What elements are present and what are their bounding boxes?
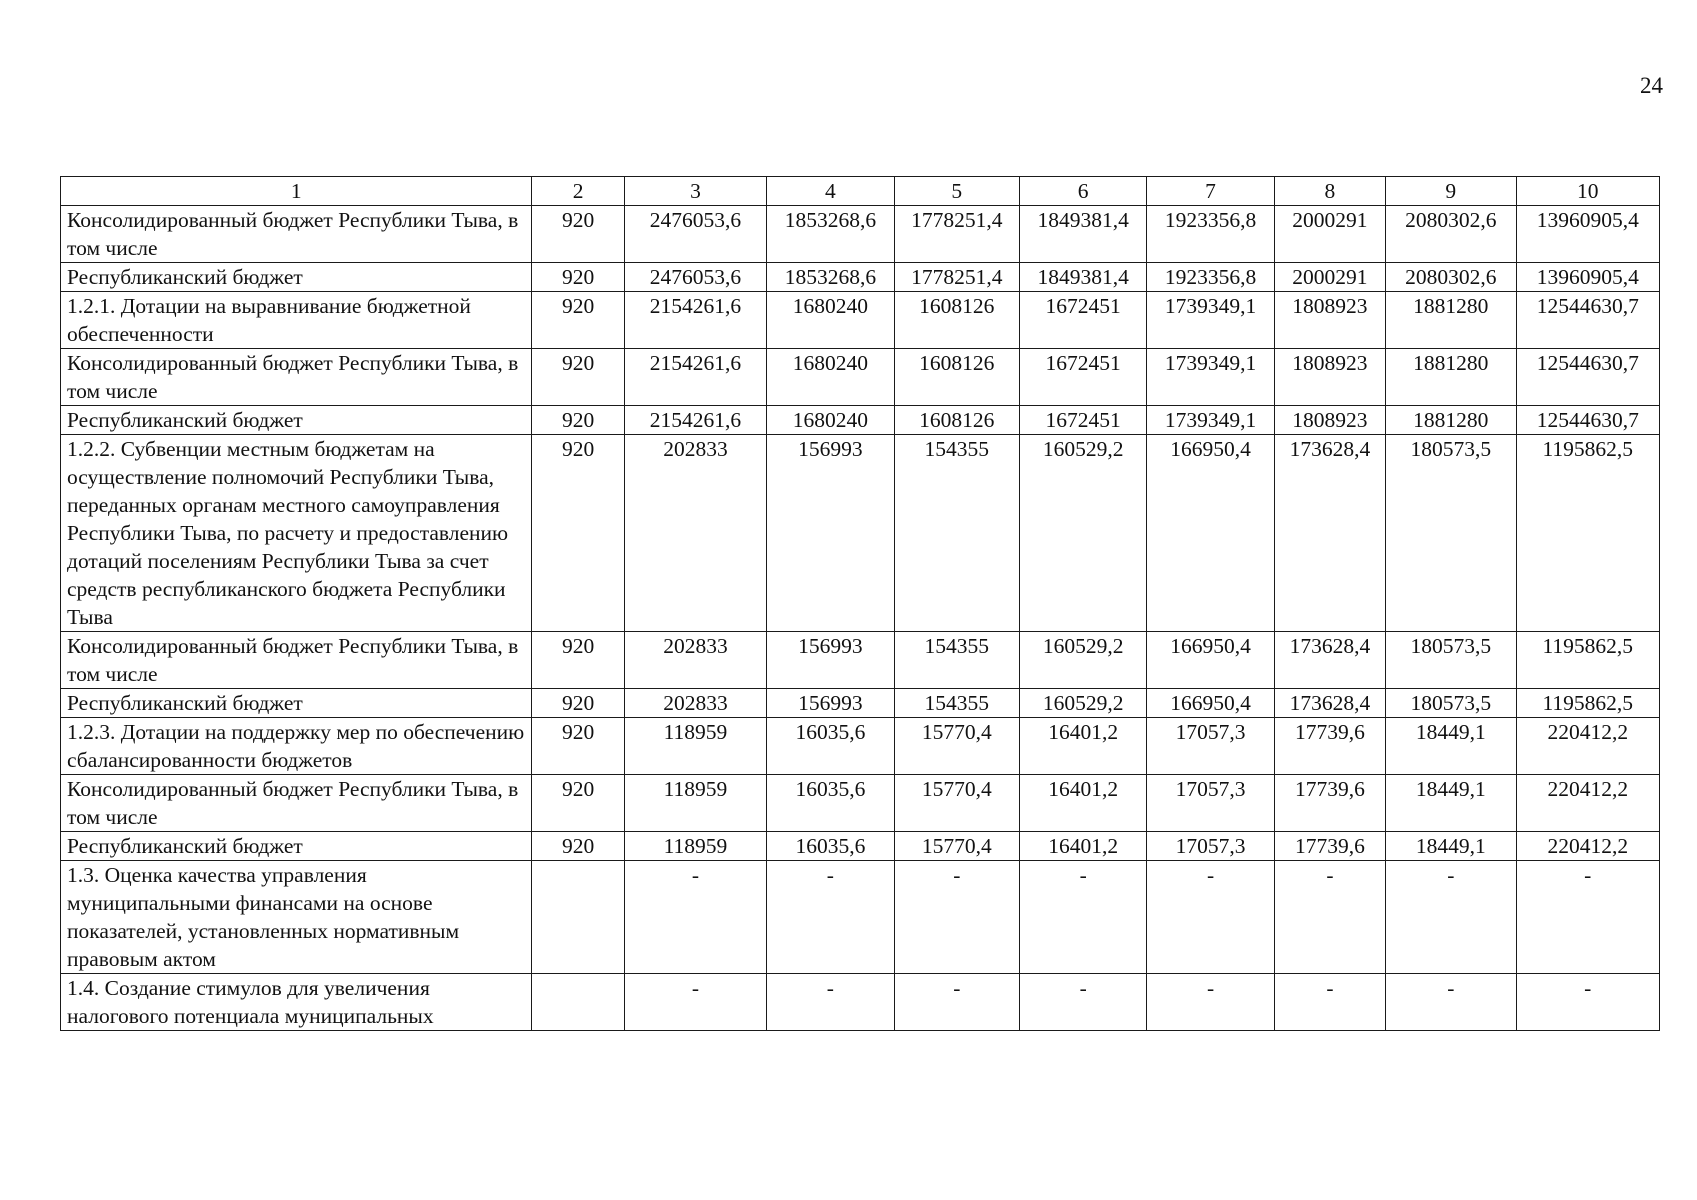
row-label: Консолидированный бюджет Республики Тыва, в том числе bbox=[61, 349, 532, 406]
row-value: 2154261,6 bbox=[624, 292, 766, 349]
row-value: 1853268,6 bbox=[767, 263, 894, 292]
row-value: 173628,4 bbox=[1274, 632, 1385, 689]
row-value: 2154261,6 bbox=[624, 349, 766, 406]
row-value: 16401,2 bbox=[1019, 775, 1146, 832]
column-header: 5 bbox=[894, 177, 1019, 206]
row-value: 160529,2 bbox=[1019, 689, 1146, 718]
row-value: 1881280 bbox=[1386, 406, 1516, 435]
row-label: Республиканский бюджет bbox=[61, 832, 532, 861]
table-row bbox=[61, 832, 1660, 861]
row-value: 12544630,7 bbox=[1516, 349, 1660, 406]
row-value: 1672451 bbox=[1019, 406, 1146, 435]
row-value: 2080302,6 bbox=[1386, 263, 1516, 292]
row-value: 920 bbox=[532, 689, 624, 718]
row-value: 1808923 bbox=[1274, 349, 1385, 406]
row-value: - bbox=[1274, 974, 1385, 1031]
row-value: 1195862,5 bbox=[1516, 435, 1660, 632]
row-value: 920 bbox=[532, 206, 624, 263]
row-value: 920 bbox=[532, 718, 624, 775]
row-value: 1680240 bbox=[767, 349, 894, 406]
row-value: 2000291 bbox=[1274, 263, 1385, 292]
row-value: 1739349,1 bbox=[1147, 292, 1274, 349]
row-value: 202833 bbox=[624, 689, 766, 718]
row-value: 2476053,6 bbox=[624, 263, 766, 292]
row-label: 1.2.3. Дотации на поддержку мер по обеспечению сбалансированности бюджетов bbox=[61, 718, 532, 775]
row-value: 17057,3 bbox=[1147, 775, 1274, 832]
row-value: 15770,4 bbox=[894, 775, 1019, 832]
row-value: - bbox=[894, 861, 1019, 974]
row-value: 1672451 bbox=[1019, 292, 1146, 349]
row-value: 2476053,6 bbox=[624, 206, 766, 263]
row-value: - bbox=[1147, 861, 1274, 974]
row-value: 1608126 bbox=[894, 349, 1019, 406]
row-value: 17057,3 bbox=[1147, 718, 1274, 775]
column-header: 4 bbox=[767, 177, 894, 206]
row-value: 15770,4 bbox=[894, 832, 1019, 861]
row-value: 118959 bbox=[624, 775, 766, 832]
row-value: 180573,5 bbox=[1386, 632, 1516, 689]
row-label: Консолидированный бюджет Республики Тыва, в том числе bbox=[61, 775, 532, 832]
row-value: 17739,6 bbox=[1274, 775, 1385, 832]
row-value: 18449,1 bbox=[1386, 718, 1516, 775]
row-value: 166950,4 bbox=[1147, 689, 1274, 718]
row-value: 1672451 bbox=[1019, 349, 1146, 406]
row-value bbox=[532, 974, 624, 1031]
row-value: 154355 bbox=[894, 632, 1019, 689]
row-value: 202833 bbox=[624, 435, 766, 632]
row-value: - bbox=[624, 974, 766, 1031]
row-value: 1849381,4 bbox=[1019, 206, 1146, 263]
row-value: 180573,5 bbox=[1386, 435, 1516, 632]
column-header: 9 bbox=[1386, 177, 1516, 206]
row-value: 1808923 bbox=[1274, 406, 1385, 435]
row-value: - bbox=[1516, 861, 1660, 974]
row-value: 156993 bbox=[767, 689, 894, 718]
row-value: 1849381,4 bbox=[1019, 263, 1146, 292]
column-header: 1 bbox=[61, 177, 532, 206]
row-value: 2154261,6 bbox=[624, 406, 766, 435]
row-value: 18449,1 bbox=[1386, 832, 1516, 861]
row-value: 920 bbox=[532, 406, 624, 435]
page-number: 24 bbox=[1640, 73, 1663, 98]
table-row bbox=[61, 263, 1660, 292]
budget-table bbox=[60, 176, 1660, 1031]
row-label: Республиканский бюджет bbox=[61, 406, 532, 435]
row-value: 1195862,5 bbox=[1516, 689, 1660, 718]
row-value: 1881280 bbox=[1386, 292, 1516, 349]
row-value: 173628,4 bbox=[1274, 689, 1385, 718]
row-value: 920 bbox=[532, 832, 624, 861]
row-label: 1.2.2. Субвенции местным бюджетам на осуществление полномочий Республики Тыва, переданных органам местного самоуправления Республики Тыва, по расчету и предоставлению дотаций поселениям Республики Тыва за счет средств республиканского бюджета Республики Тыва bbox=[61, 435, 532, 632]
row-value: 1881280 bbox=[1386, 349, 1516, 406]
row-value: 160529,2 bbox=[1019, 632, 1146, 689]
table-row bbox=[61, 435, 1660, 632]
row-value: 12544630,7 bbox=[1516, 292, 1660, 349]
row-label: 1.2.1. Дотации на выравнивание бюджетной обеспеченности bbox=[61, 292, 532, 349]
row-value: 180573,5 bbox=[1386, 689, 1516, 718]
table-row bbox=[61, 689, 1660, 718]
row-value: 154355 bbox=[894, 435, 1019, 632]
row-value: 156993 bbox=[767, 435, 894, 632]
row-label: 1.4. Создание стимулов для увеличения налогового потенциала муниципальных bbox=[61, 974, 532, 1031]
column-header: 6 bbox=[1019, 177, 1146, 206]
row-value: 118959 bbox=[624, 718, 766, 775]
row-value: 1808923 bbox=[1274, 292, 1385, 349]
row-value: - bbox=[1019, 861, 1146, 974]
row-value: - bbox=[767, 861, 894, 974]
table-row bbox=[61, 775, 1660, 832]
row-value: 1923356,8 bbox=[1147, 263, 1274, 292]
table-row bbox=[61, 974, 1660, 1031]
table-row bbox=[61, 406, 1660, 435]
row-value: 920 bbox=[532, 775, 624, 832]
row-value: 15770,4 bbox=[894, 718, 1019, 775]
table-row bbox=[61, 861, 1660, 974]
row-value: 1853268,6 bbox=[767, 206, 894, 263]
row-value: 920 bbox=[532, 292, 624, 349]
row-value: 1923356,8 bbox=[1147, 206, 1274, 263]
row-value: 1778251,4 bbox=[894, 263, 1019, 292]
row-value: - bbox=[894, 974, 1019, 1031]
row-value: 16035,6 bbox=[767, 832, 894, 861]
row-value: 1680240 bbox=[767, 406, 894, 435]
row-value: 16401,2 bbox=[1019, 718, 1146, 775]
column-header: 3 bbox=[624, 177, 766, 206]
row-value: 920 bbox=[532, 349, 624, 406]
row-value: 1195862,5 bbox=[1516, 632, 1660, 689]
row-value: 220412,2 bbox=[1516, 775, 1660, 832]
table-row bbox=[61, 292, 1660, 349]
row-value: - bbox=[624, 861, 766, 974]
row-value: 1680240 bbox=[767, 292, 894, 349]
table-header-row bbox=[61, 177, 1660, 206]
row-value: - bbox=[767, 974, 894, 1031]
row-value: 13960905,4 bbox=[1516, 206, 1660, 263]
row-value: 173628,4 bbox=[1274, 435, 1385, 632]
row-value: 220412,2 bbox=[1516, 718, 1660, 775]
row-label: 1.3. Оценка качества управления муниципальными финансами на основе показателей, установленных нормативным правовым актом bbox=[61, 861, 532, 974]
row-value bbox=[532, 861, 624, 974]
row-label: Консолидированный бюджет Республики Тыва, в том числе bbox=[61, 206, 532, 263]
row-value: 920 bbox=[532, 263, 624, 292]
row-value: 17739,6 bbox=[1274, 718, 1385, 775]
row-value: 1739349,1 bbox=[1147, 349, 1274, 406]
row-value: 16401,2 bbox=[1019, 832, 1146, 861]
row-label: Республиканский бюджет bbox=[61, 689, 532, 718]
row-label: Консолидированный бюджет Республики Тыва, в том числе bbox=[61, 632, 532, 689]
row-value: 1778251,4 bbox=[894, 206, 1019, 263]
row-value: 18449,1 bbox=[1386, 775, 1516, 832]
column-header: 7 bbox=[1147, 177, 1274, 206]
row-label: Республиканский бюджет bbox=[61, 263, 532, 292]
row-value: 166950,4 bbox=[1147, 435, 1274, 632]
row-value: 118959 bbox=[624, 832, 766, 861]
table-row bbox=[61, 632, 1660, 689]
row-value: 2000291 bbox=[1274, 206, 1385, 263]
row-value: 154355 bbox=[894, 689, 1019, 718]
row-value: - bbox=[1019, 974, 1146, 1031]
row-value: - bbox=[1147, 974, 1274, 1031]
row-value: 1739349,1 bbox=[1147, 406, 1274, 435]
row-value: 220412,2 bbox=[1516, 832, 1660, 861]
row-value: 166950,4 bbox=[1147, 632, 1274, 689]
row-value: 12544630,7 bbox=[1516, 406, 1660, 435]
row-value: 16035,6 bbox=[767, 718, 894, 775]
table-row bbox=[61, 718, 1660, 775]
row-value: 202833 bbox=[624, 632, 766, 689]
row-value: - bbox=[1386, 974, 1516, 1031]
row-value: 1608126 bbox=[894, 406, 1019, 435]
column-header: 8 bbox=[1274, 177, 1385, 206]
row-value: 920 bbox=[532, 435, 624, 632]
row-value: 2080302,6 bbox=[1386, 206, 1516, 263]
row-value: 156993 bbox=[767, 632, 894, 689]
row-value: - bbox=[1274, 861, 1385, 974]
row-value: - bbox=[1516, 974, 1660, 1031]
table-row bbox=[61, 349, 1660, 406]
column-header: 10 bbox=[1516, 177, 1660, 206]
row-value: 17057,3 bbox=[1147, 832, 1274, 861]
table-row bbox=[61, 206, 1660, 263]
row-value: 1608126 bbox=[894, 292, 1019, 349]
row-value: - bbox=[1386, 861, 1516, 974]
row-value: 160529,2 bbox=[1019, 435, 1146, 632]
column-header: 2 bbox=[532, 177, 624, 206]
row-value: 17739,6 bbox=[1274, 832, 1385, 861]
row-value: 920 bbox=[532, 632, 624, 689]
row-value: 16035,6 bbox=[767, 775, 894, 832]
row-value: 13960905,4 bbox=[1516, 263, 1660, 292]
